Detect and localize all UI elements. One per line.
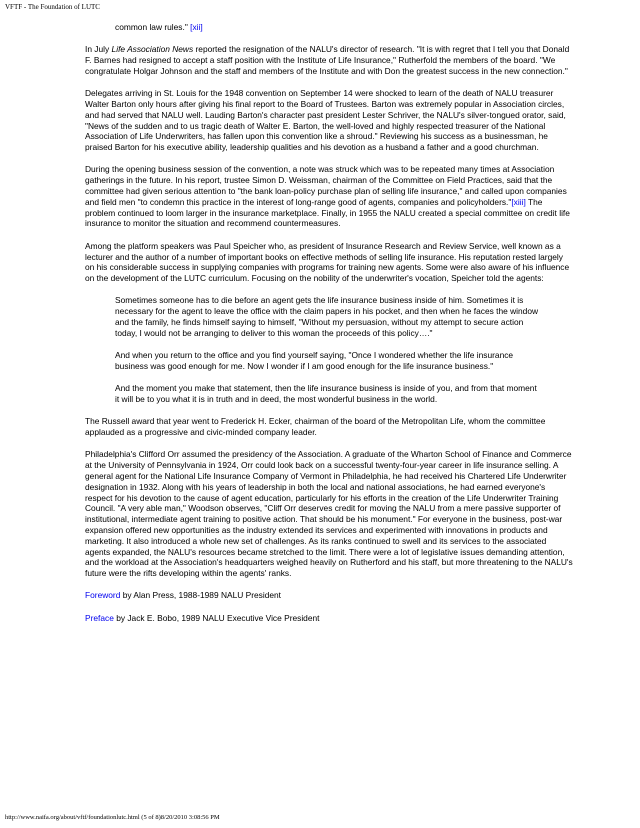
footnote-link-xii[interactable]: [xii] xyxy=(190,22,203,32)
document-body xyxy=(85,22,573,635)
paragraph-convention xyxy=(85,164,573,229)
paragraph-text: The problem continued to loom larger in the insurance marketplace. Finally, in 1955 the NALU created a special committee on credit life insurance to monitor the situation and recommend countermeasures. xyxy=(85,196,570,229)
preface-byline: by Jack E. Bobo, 1989 NALU Executive Vice President xyxy=(113,612,320,623)
preface-line xyxy=(85,613,573,624)
page-footer-url: http://www.naifa.org/about/vftf/foundationlutc.html (5 of 8)8/20/2010 3:08:56 PM xyxy=(5,814,220,821)
publication-title: Life Association News xyxy=(111,44,194,55)
paragraph-resignation xyxy=(85,44,573,76)
foreword-link[interactable]: Foreword xyxy=(85,590,121,601)
paragraph-barton: Delegates arriving in St. Louis for the 1948 convention on September 14 were shocked to learn of the death of NALU treasurer Walter Barton only hours after giving his final report to the Board of Trustees. Barton was extremely popular in Association circles, and had served that NALU well. Lauding Barton's character past president Lester Schriver, the NALU's silver-tongued orator, said, "News of the sudden and to us tragic death of Walter E. Barton, the well-loved and highly respected treasurer of the National Association of Life Underwriters, has fallen upon this convention like a shroud." Reviewing his success as a businessman, he praised Barton for his executive ability, leadership qualities and his devotion as a husband a father and a good churchman. xyxy=(85,88,566,153)
paragraph-orr: Philadelphia's Clifford Orr assumed the presidency of the Association. A graduate of the Wharton School of Finance and Commerce at the University of Pennsylvania in 1924, Orr could look back on a successful twenty-four-year career in life insurance selling. A general agent for the National Life Insurance Company of Vermont in Philadelphia, he had received his Chartered Life Underwriter designation in 1932. Along with his years of leadership in both the local and national associations, he had earned everyone's respect for his devotion to the cause of agent education, particularly for his efforts in the creation of the Life Underwriter Training Council. "A very able man," Woodson observes, "Cliff Orr deserves credit for moving the NALU from a mere passive supporter of institutional, intermediate agent training to positive action. That should be his monument." For everyone in the business, post-war expansion offered new opportunities as the industry extended its services and experimented with innovations in products and marketing. It also introduced a whole new set of challenges. As its ranks continued to swell and its services to the associated agents expanded, the NALU's resources became stretched to the limit. There were a lot of legislative issues demanding attention, and the workload at the Association's headquarters weighed heavily on Rutherford and his staff, but more threatening to the NALU's future were the rifts developing within the agents' ranks. xyxy=(85,449,573,579)
preface-link[interactable]: Preface xyxy=(85,612,114,623)
foreword-line xyxy=(85,590,573,601)
paragraph-russell-award: The Russell award that year went to Frederick H. Ecker, chairman of the board of the Metropolitan Life, whom the committee applauded as a progressive and civic-minded company leader. xyxy=(85,416,546,438)
foreword-byline: by Alan Press, 1988-1989 NALU President xyxy=(120,590,281,601)
paragraph-text: reported the resignation of the NALU's director of research. "It is with regret that I tell you that Donald F. Barnes had resigned to accept a staff position with the Institute of Life Insurance," Rutherfold the members of the board. "We congratulate Holgar Johnson and the staff and members of the Institute and with Don the greatest success in the new connection." xyxy=(85,44,570,76)
paragraph-text: In July xyxy=(85,44,112,55)
page-header-title: VFTF - The Foundation of LUTC xyxy=(5,3,100,11)
blockquote-1: Sometimes someone has to die before an agent gets the life insurance business inside of him. Sometimes it is necessary for the agent to leave the office with the claim papers in his pocket, and then when he faces the window and the family, he finds himself saying to himself, "Without my persuasion, without my attempt to secure action today, I would not be arranging to deliver to this woman the proceeds of this policy…." xyxy=(115,295,539,338)
blockquote-2: And when you return to the office and you find yourself saying, "Once I wondered whether the life insurance business was good enough for me. Now I wonder if I am good enough for the life insurance business." xyxy=(115,350,514,371)
footnote-link-xiii[interactable]: [xiii] xyxy=(511,196,526,207)
paragraph-continuation xyxy=(115,22,573,33)
blockquote-3: And the moment you make that statement, then the life insurance business is inside of you, and from that moment it will be to you what it is in truth and in deed, the most wonderful business in the world. xyxy=(115,383,537,405)
paragraph-speicher: Among the platform speakers was Paul Speicher who, as president of Insurance Research and Review Service, well known as a lecturer and the author of a number of important books on effective methods of selling life insurance. His reputation rested largely on his considerable success in supplying companies with programs for training new agents. Some were also aware of his influence on the development of the LUTC curriculum. Focusing on the nobility of the underwriter's vocation, Speicher told the agents: xyxy=(85,240,570,284)
paragraph-text: During the opening business session of the convention, a note was struck which was to be repeated many times at Association gatherings in the future. In his report, trustee Simon D. Weissman, chairman of the Committee on Field Practices, said that the committee had given serious attention to "the bank loan-policy purchase plan of selling life insurance," and called upon companies and field men "to condemn this practice in the interest of long-range good of agents, companies and policyholders." xyxy=(85,164,567,207)
paragraph-text: common law rules." xyxy=(115,22,191,32)
